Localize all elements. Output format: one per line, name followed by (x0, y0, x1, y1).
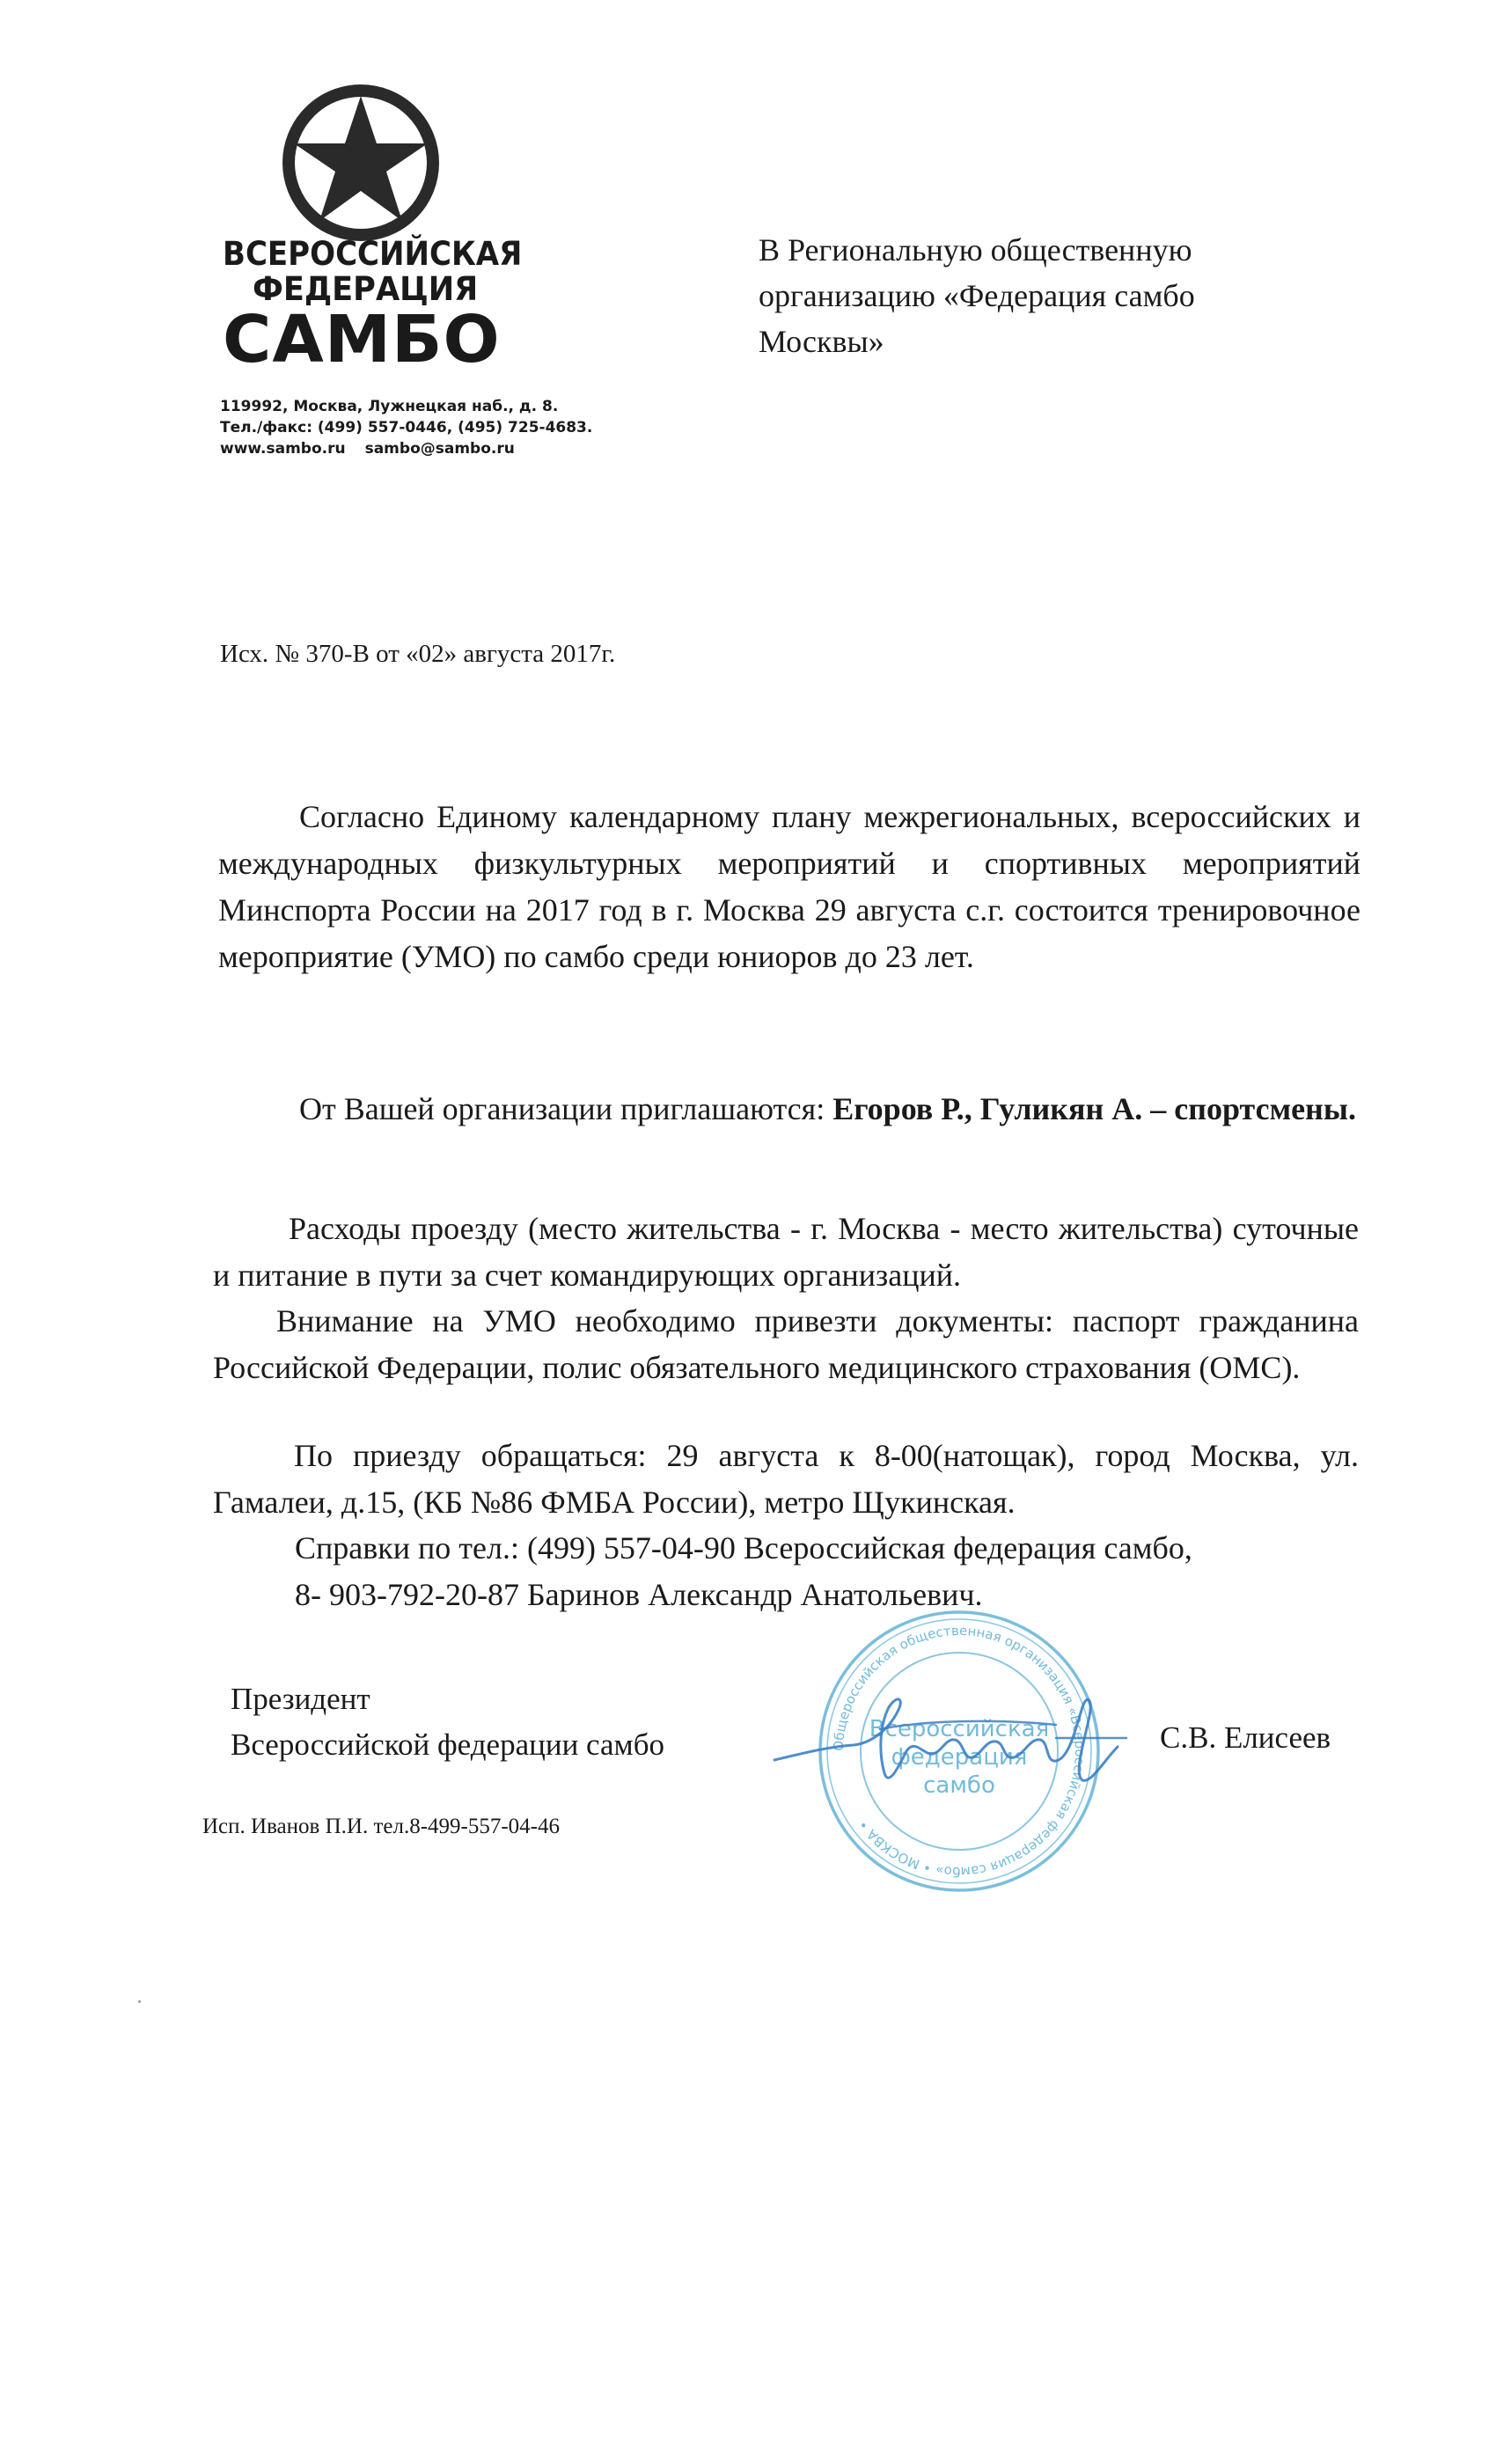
contacts-line: Справки по тел.: (499) 557-04-90 Всероссийская федерация самбо, (295, 1530, 1192, 1566)
scan-speck (138, 2000, 141, 2003)
executor-line: Исп. Иванов П.И. тел.8-499-557-04-46 (202, 1815, 560, 1838)
letterhead-website[interactable]: www.sambo.ru (220, 440, 346, 458)
addressee-line: В Региональную общественную (759, 232, 1192, 268)
handwritten-signature-icon (766, 1676, 1135, 1800)
contacts-line: 8- 903-792-20-87 Баринов Александр Анатольевич. (295, 1577, 983, 1612)
logo-text-line2: ФЕДЕРАЦИЯ (253, 270, 479, 308)
letterhead-phone: Тел./факс: (499) 557-0446, (495) 725-4683. (220, 419, 593, 436)
body-paragraph-documents: Внимание на УМО необходимо привезти документы: паспорт гражданина Российской Федерации, полис обязательного медицинского страхования (ОМС). (213, 1303, 1359, 1385)
letterhead-contacts (220, 396, 592, 459)
addressee-line: Москвы» (759, 324, 884, 359)
outgoing-number: Исх. № 370-В от «02» августа 2017г. (220, 640, 616, 668)
invited-names: Егоров Р., Гуликян А. – спортсмены. (832, 1091, 1356, 1126)
signatory-name: С.В. Елисеев (1160, 1720, 1331, 1755)
addressee-block (759, 227, 1375, 364)
stamp-ring-text: Общероссийская общественная организация «Всероссийская федерация самбо» • МОСКВА • (830, 1622, 1089, 1881)
logo-text-line1: ВСЕРОССИЙСКАЯ (223, 235, 523, 273)
body-paragraph-arrival: По приезду обращаться: 29 августа к 8-00(натощак), город Москва, ул. Гамалеи, д.15, (КБ №86 ФМБА России), метро Щукинская. (213, 1438, 1359, 1520)
stamp-center-line3: самбо (923, 1772, 995, 1799)
letterhead-address: 119992, Москва, Лужнецкая наб., д. 8. (220, 398, 559, 415)
body-paragraph-expenses: Расходы проезду (место жительства - г. Москва - место жительства) суточные и питание в пути за счет командирующих организаций. (213, 1211, 1359, 1293)
body-paragraph-event: Согласно Единому календарному плану межрегиональных, всероссийских и международных физкультурных мероприятий и спортивных мероприятий Минспорта России на 2017 год в г. Москва 29 августа с.г. состоится тренировочное мероприятие (УМО) по самбо среди юниоров до 23 лет. (218, 799, 1360, 974)
body-paragraph-invited (218, 1086, 1360, 1133)
letterhead-email[interactable]: sambo@sambo.ru (364, 440, 515, 458)
letterhead-web-email (220, 438, 592, 459)
signatory-title-line: Президент (231, 1682, 370, 1716)
stamp-center-line1: Всероссийская (869, 1716, 1050, 1742)
star-emblem-icon (282, 84, 440, 242)
body-paragraph-contacts (295, 1525, 1368, 1618)
signatory-title (231, 1676, 664, 1768)
addressee-line: организацию «Федерация самбо (759, 278, 1195, 313)
logo-text-line3: САМБО (223, 302, 501, 378)
signatory-title-line: Всероссийской федерации самбо (231, 1727, 665, 1762)
invited-intro: От Вашей организации приглашаются: (299, 1091, 833, 1126)
stamp-center-line2: федерация (891, 1744, 1028, 1771)
